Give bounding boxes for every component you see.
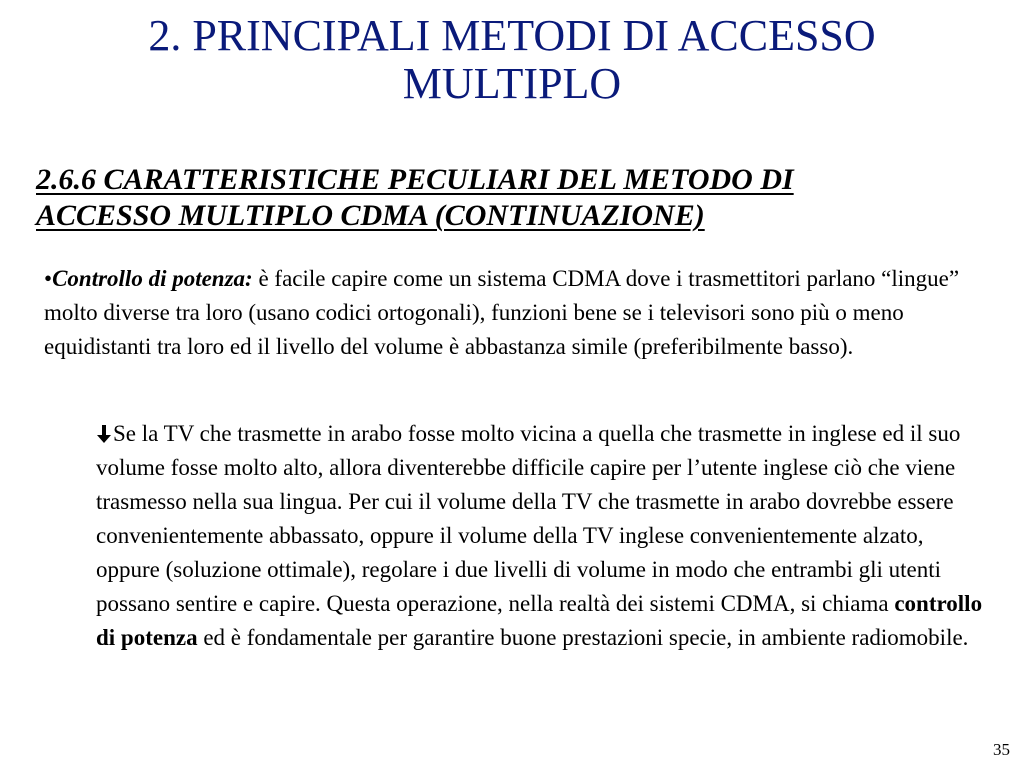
bullet-marker: • (44, 266, 53, 291)
sub-bullet-example (96, 417, 988, 655)
sub-bullet-bold-term: controllo di potenza (96, 591, 983, 650)
down-arrow-icon (96, 423, 112, 445)
slide-title (40, 12, 984, 108)
sub-bullet-text-before: Se la TV che trasmette in arabo fosse molto vicina a quella che trasmette in inglese ed il suo volume fosse molto alto, allora diventerebbe difficile capire per l’utente inglese ciò che viene trasmesso nella sua lingua. Per cui il volume della TV che trasmette in arabo dovrebbe essere convenientemente abbassato, oppure il volume della TV inglese convenientemente alzato, oppure (soluzione ottimale), regolare i due livelli di volume in modo che entrambi gli utenti possano sentire e capire. Questa operazione, nella realtà dei sistemi CDMA, si chiama (96, 421, 961, 616)
page-number: 35 (993, 740, 1010, 759)
bullet-body-text: è facile capire come un sistema CDMA dove i trasmettitori parlano “lingue” molto diverse tra loro (usano codici ortogonali), funzioni bene se i televisori sono più o meno equidistanti tra loro ed il livello del volume è abbastanza simile (preferibilmente basso). (44, 266, 960, 359)
sub-bullet-text-after: ed è fondamentale per garantire buone prestazioni specie, in ambiente radiomobile. (197, 625, 969, 650)
section-heading (36, 162, 996, 234)
bullet-power-control (44, 262, 984, 364)
section-heading-line1 (36, 162, 996, 198)
slide-title-line2: MULTIPLO (402, 59, 622, 108)
slide-title-line1: 2. PRINCIPALI METODI DI ACCESSO (148, 11, 876, 60)
bullet-lead-term: Controllo di potenza: (52, 266, 253, 291)
section-heading-line2 (36, 198, 996, 234)
section-heading-line2-text: ACCESSO MULTIPLO CDMA (CONTINUAZIONE) (36, 199, 705, 232)
section-heading-line1-text: 2.6.6 CARATTERISTICHE PECULIARI DEL METODO DI (36, 163, 794, 196)
